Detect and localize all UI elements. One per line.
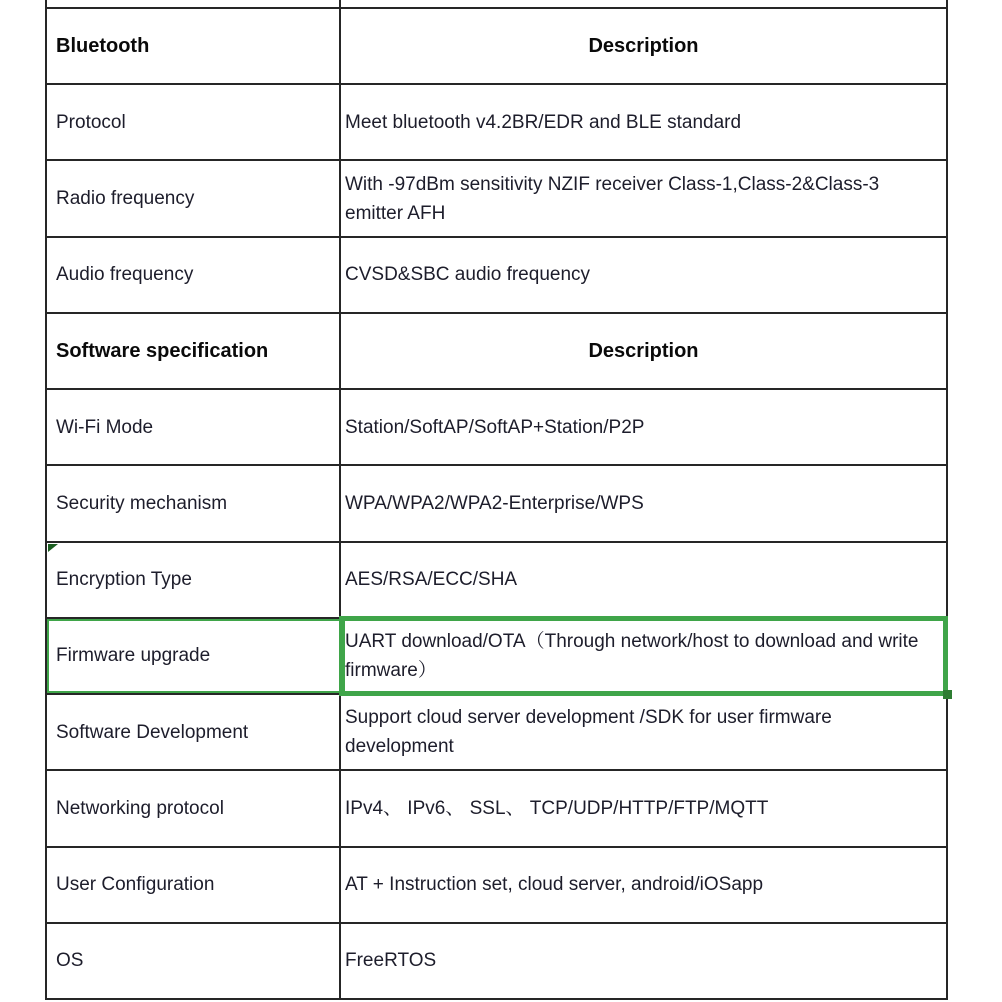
- spec-value-cell-selected[interactable]: UART download/OTA（Through network/host to download and write firmware）: [345, 630, 919, 681]
- spec-name-cell[interactable]: Audio frequency: [47, 238, 341, 312]
- section-title-cell[interactable]: Bluetooth: [47, 9, 341, 83]
- spec-value-cell[interactable]: AT + Instruction set, cloud server, android/iOSapp: [345, 874, 764, 896]
- table-row-encryption-type: [47, 543, 946, 619]
- spec-name-cell[interactable]: Wi-Fi Mode: [47, 390, 341, 464]
- spec-name-cell[interactable]: OS: [47, 924, 341, 998]
- spec-name-cell[interactable]: Networking protocol: [47, 771, 341, 845]
- clipped-row-above: [45, 0, 948, 7]
- spec-name-cell-selected[interactable]: Firmware upgrade: [47, 619, 341, 693]
- table-row-bluetooth-header: [47, 9, 946, 85]
- section-title-cell[interactable]: Software specification: [47, 314, 341, 388]
- spec-value-cell[interactable]: Support cloud server development /SDK for user firmware development: [345, 707, 832, 758]
- spec-name-cell[interactable]: [47, 543, 341, 617]
- error-indicator-triangle-icon: [48, 544, 58, 552]
- spec-value-cell[interactable]: CVSD&SBC audio frequency: [345, 264, 591, 286]
- spec-name-cell[interactable]: User Configuration: [47, 848, 341, 922]
- spec-value-cell[interactable]: Station/SoftAP/SoftAP+Station/P2P: [345, 416, 645, 438]
- selection-fill-handle[interactable]: [943, 690, 952, 699]
- table-row-audio-frequency: [47, 238, 946, 314]
- table-row-protocol: [47, 85, 946, 161]
- table-row-firmware-upgrade-selected: [47, 619, 946, 695]
- column-divider-line: [339, 0, 341, 7]
- spec-value-cell[interactable]: WPA/WPA2/WPA2-Enterprise/WPS: [345, 493, 644, 515]
- table-row-wifi-mode: [47, 390, 946, 466]
- table-row-user-configuration: [47, 848, 946, 924]
- spec-name-cell[interactable]: Protocol: [47, 85, 341, 159]
- spec-value-cell[interactable]: FreeRTOS: [345, 950, 437, 972]
- spec-value-cell[interactable]: Meet bluetooth v4.2BR/EDR and BLE standard: [345, 111, 742, 133]
- spec-name-cell[interactable]: Security mechanism: [47, 466, 341, 540]
- spec-value-cell[interactable]: With -97dBm sensitivity NZIF receiver Class-1,Class-2&Class-3 emitter AFH: [345, 173, 880, 224]
- specification-table: [45, 7, 948, 1000]
- spec-value-cell[interactable]: AES/RSA/ECC/SHA: [345, 569, 518, 591]
- spec-value-cell[interactable]: IPv4、 IPv6、 SSL、 TCP/UDP/HTTP/FTP/MQTT: [345, 797, 769, 819]
- description-header-cell[interactable]: Description: [588, 339, 699, 362]
- spec-name-cell[interactable]: Software Development: [47, 695, 341, 769]
- table-row-radio-frequency: [47, 161, 946, 237]
- table-row-os: [47, 924, 946, 998]
- table-row-software-development: [47, 695, 946, 771]
- table-row-networking-protocol: [47, 771, 946, 847]
- description-header-cell[interactable]: Description: [588, 34, 699, 57]
- table-row-software-spec-header: [47, 314, 946, 390]
- table-row-security-mechanism: [47, 466, 946, 542]
- spec-name: Encryption Type: [56, 569, 192, 591]
- spec-name-cell[interactable]: Radio frequency: [47, 161, 341, 235]
